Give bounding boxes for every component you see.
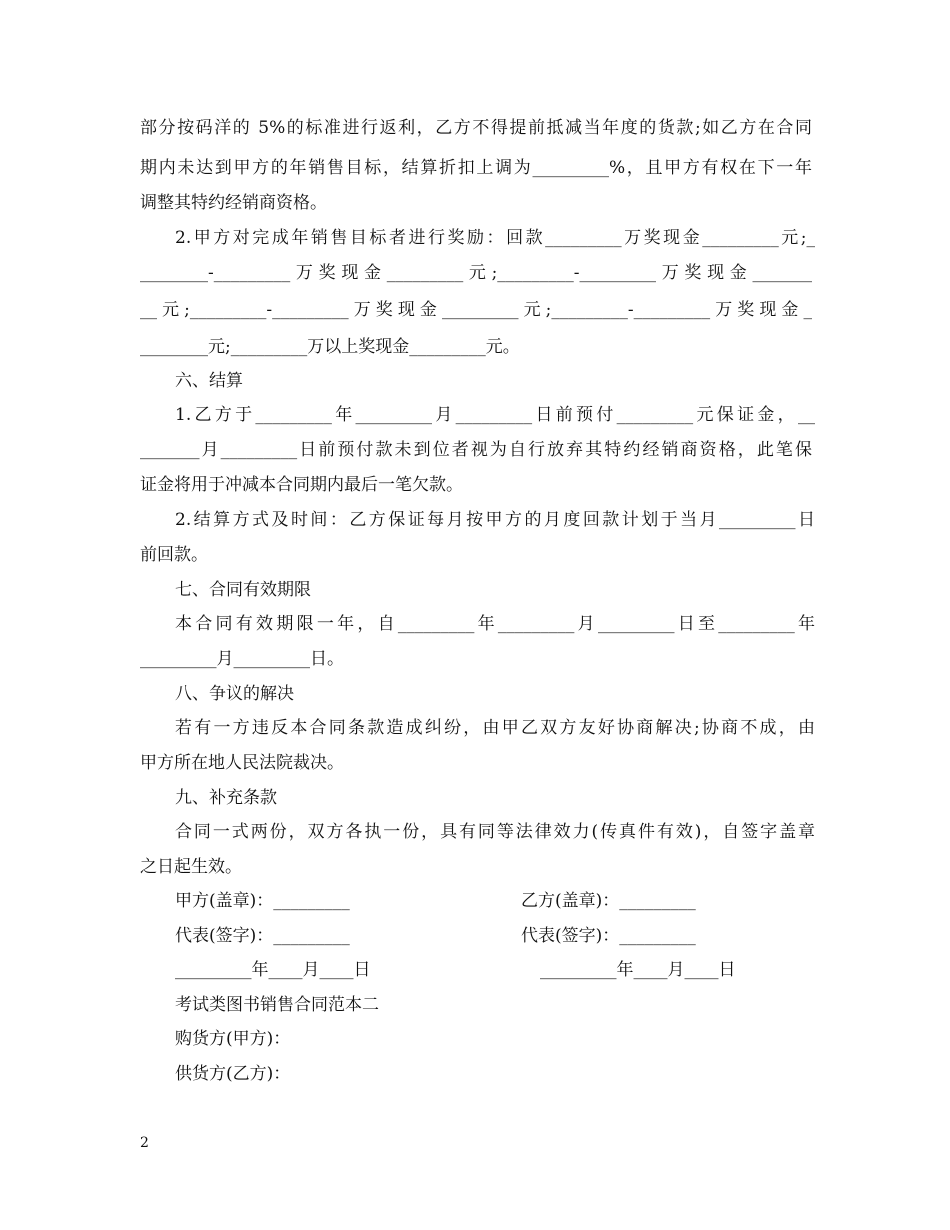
- buyer-label: 购货方(甲方)：: [175, 1029, 291, 1049]
- text-line: 前回款。: [140, 545, 208, 565]
- section-heading: 八、争议的解决: [175, 684, 294, 704]
- text-line: 之日起生效。: [140, 857, 242, 877]
- page-number: 2: [140, 1135, 149, 1151]
- party-b-representative: 代表(签字)：_________: [521, 926, 696, 946]
- text-line: 部分按码洋的 5%的标准进行返利，乙方不得提前抵减当年度的货款;如乙方在合同: [140, 118, 812, 138]
- text-line: 证金将用于冲减本合同期内最后一笔欠款。: [140, 475, 463, 495]
- text-line: 甲方所在地人民法院裁决。: [140, 753, 344, 773]
- text-line: _________月_________日。: [140, 649, 344, 669]
- party-a-seal: 甲方(盖章)：_________: [175, 891, 350, 911]
- text-line: __元;_________-_________万奖现金_________元;_________-_________万奖现金_: [140, 300, 812, 320]
- supplier-label: 供货方(乙方)：: [175, 1064, 291, 1084]
- text-line: 1.乙方于_________年_________月_________日前预付_________元保证金，__: [175, 405, 815, 425]
- section-heading: 九、补充条款: [175, 788, 277, 808]
- text-line: 期内未达到甲方的年销售目标，结算折扣上调为_________%，且甲方有权在下一年: [140, 158, 812, 178]
- text-line: ________-_________万奖现金_________元;_________-_________万奖现金_______: [140, 263, 812, 283]
- text-line: 调整其特约经销商资格。: [140, 193, 327, 213]
- text-line: 2.结算方式及时间：乙方保证每月按甲方的月度回款计划于当月_________日: [175, 510, 815, 530]
- section-heading: 考试类图书销售合同范本二: [175, 995, 379, 1015]
- text-line: ________元;_________万以上奖现金_________元。: [140, 337, 520, 357]
- party-b-seal: 乙方(盖章)：_________: [521, 891, 696, 911]
- party-b-date: _________年____月____日: [540, 960, 736, 980]
- text-line: 2.甲方对完成年销售目标者进行奖励：回款_________万奖现金_________元;_: [175, 228, 815, 248]
- section-heading: 七、合同有效期限: [175, 580, 311, 600]
- party-a-date: _________年____月____日: [175, 960, 371, 980]
- text-line: 若有一方违反本合同条款造成纠纷，由甲乙双方友好协商解决;协商不成，由: [175, 718, 815, 738]
- text-line: 合同一式两份，双方各执一份，具有同等法律效力(传真件有效)，自签字盖章: [175, 822, 815, 842]
- text-line: _______月_________日前预付款未到位者视为自行放弃其特约经销商资格，此笔保: [140, 440, 812, 460]
- section-heading: 六、结算: [175, 371, 243, 391]
- party-a-representative: 代表(签字)：_________: [175, 926, 350, 946]
- text-line: 本合同有效期限一年，自_________年_________月_________日至_________年: [175, 614, 815, 634]
